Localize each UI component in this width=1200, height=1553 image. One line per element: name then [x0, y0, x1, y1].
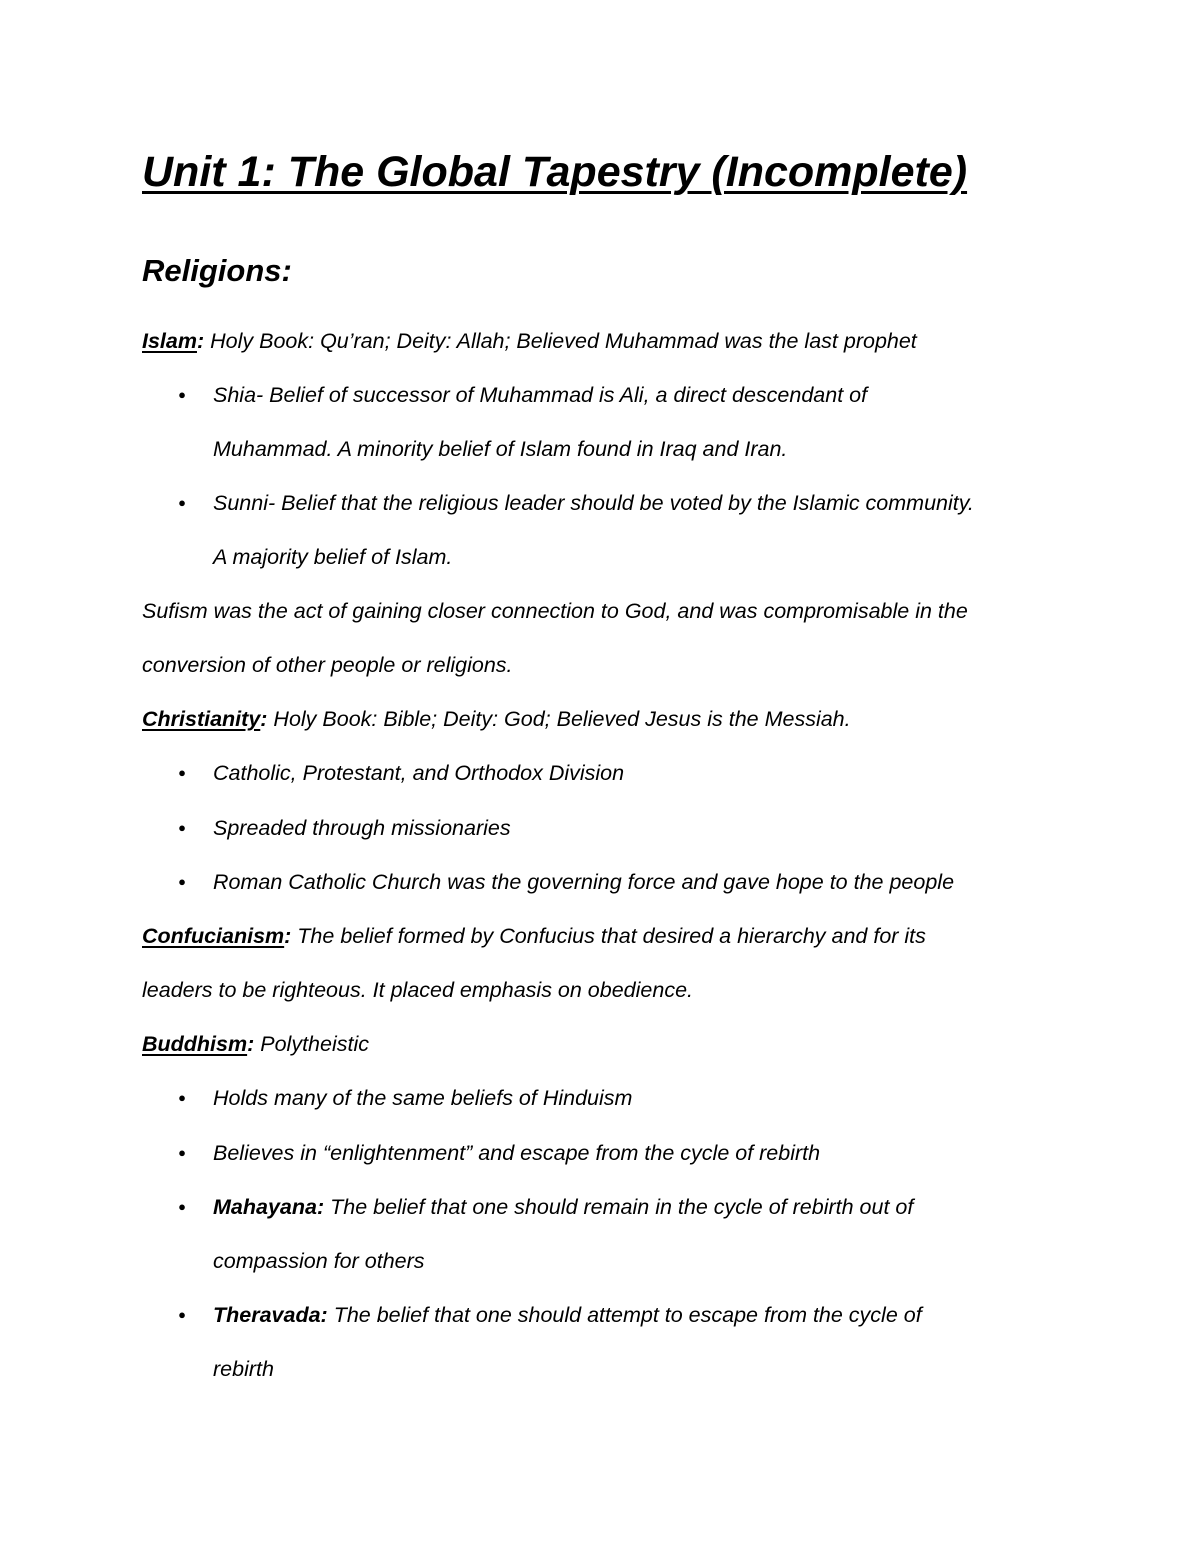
shia-line-2: Muhammad. A minority belief of Islam found in Iraq and Iran. [213, 437, 788, 461]
theravada-term: Theravada: [213, 1303, 328, 1327]
bullet-icon: ● [178, 1145, 186, 1160]
buddhism-text: Polytheistic [254, 1032, 369, 1056]
confucianism-text-1: The belief formed by Confucius that desired a hierarchy and for its [291, 924, 926, 948]
christianity-text: Holy Book: Bible; Deity: God; Believed Jesus is the Messiah. [267, 707, 851, 731]
sunni-line-2: A majority belief of Islam. [213, 545, 453, 569]
theravada-line-2: rebirth [213, 1357, 274, 1381]
christianity-paragraph [142, 703, 851, 735]
mahayana-line-1 [213, 1191, 913, 1223]
mahayana-text-1: The belief that one should remain in the cycle of rebirth out of [324, 1195, 914, 1219]
buddhism-term: Buddhism [142, 1032, 248, 1056]
mahayana-term: Mahayana: [213, 1195, 325, 1219]
page-title: Unit 1: The Global Tapestry (Incomplete) [142, 148, 968, 196]
buddhism-bullet-1: Holds many of the same beliefs of Hinduism [213, 1086, 633, 1110]
confucianism-colon: : [284, 924, 292, 948]
bullet-icon: ● [178, 387, 186, 402]
bullet-icon: ● [178, 1307, 186, 1322]
sufism-line-2: conversion of other people or religions. [142, 653, 513, 677]
buddhism-colon: : [247, 1032, 255, 1056]
christianity-colon: : [260, 707, 268, 731]
theravada-text-1: The belief that one should attempt to escape from the cycle of [327, 1303, 922, 1327]
islam-text: Holy Book: Qu’ran; Deity: Allah; Believed Muhammad was the last prophet [204, 329, 917, 353]
buddhism-bullet-2: Believes in “enlightenment” and escape from the cycle of rebirth [213, 1141, 821, 1165]
islam-colon: : [196, 329, 205, 353]
bullet-icon: ● [178, 820, 186, 835]
bullet-icon: ● [178, 765, 186, 780]
islam-term: Islam [142, 329, 197, 353]
sufism-line-1: Sufism was the act of gaining closer connection to God, and was compromisable in the [142, 599, 968, 623]
theravada-line-1 [213, 1299, 922, 1331]
sunni-line-1: Sunni- Belief that the religious leader should be voted by the Islamic community. [213, 491, 974, 515]
section-heading-religions: Religions: [142, 253, 292, 288]
christianity-bullet-1: Catholic, Protestant, and Orthodox Division [213, 761, 625, 785]
christianity-bullet-3: Roman Catholic Church was the governing force and gave hope to the people [213, 870, 955, 894]
bullet-icon: ● [178, 874, 186, 889]
bullet-icon: ● [178, 1199, 186, 1214]
bullet-icon: ● [178, 495, 186, 510]
confucianism-text-2: leaders to be righteous. It placed emphasis on obedience. [142, 978, 694, 1002]
christianity-bullet-2: Spreaded through missionaries [213, 816, 511, 840]
islam-paragraph [142, 325, 917, 357]
shia-line-1: Shia- Belief of successor of Muhammad is Ali, a direct descendant of [213, 383, 868, 407]
buddhism-paragraph [142, 1028, 369, 1060]
mahayana-line-2: compassion for others [213, 1249, 425, 1273]
confucianism-term: Confucianism [142, 924, 285, 948]
confucianism-paragraph [142, 920, 926, 952]
christianity-term: Christianity [142, 707, 261, 731]
bullet-icon: ● [178, 1090, 186, 1105]
